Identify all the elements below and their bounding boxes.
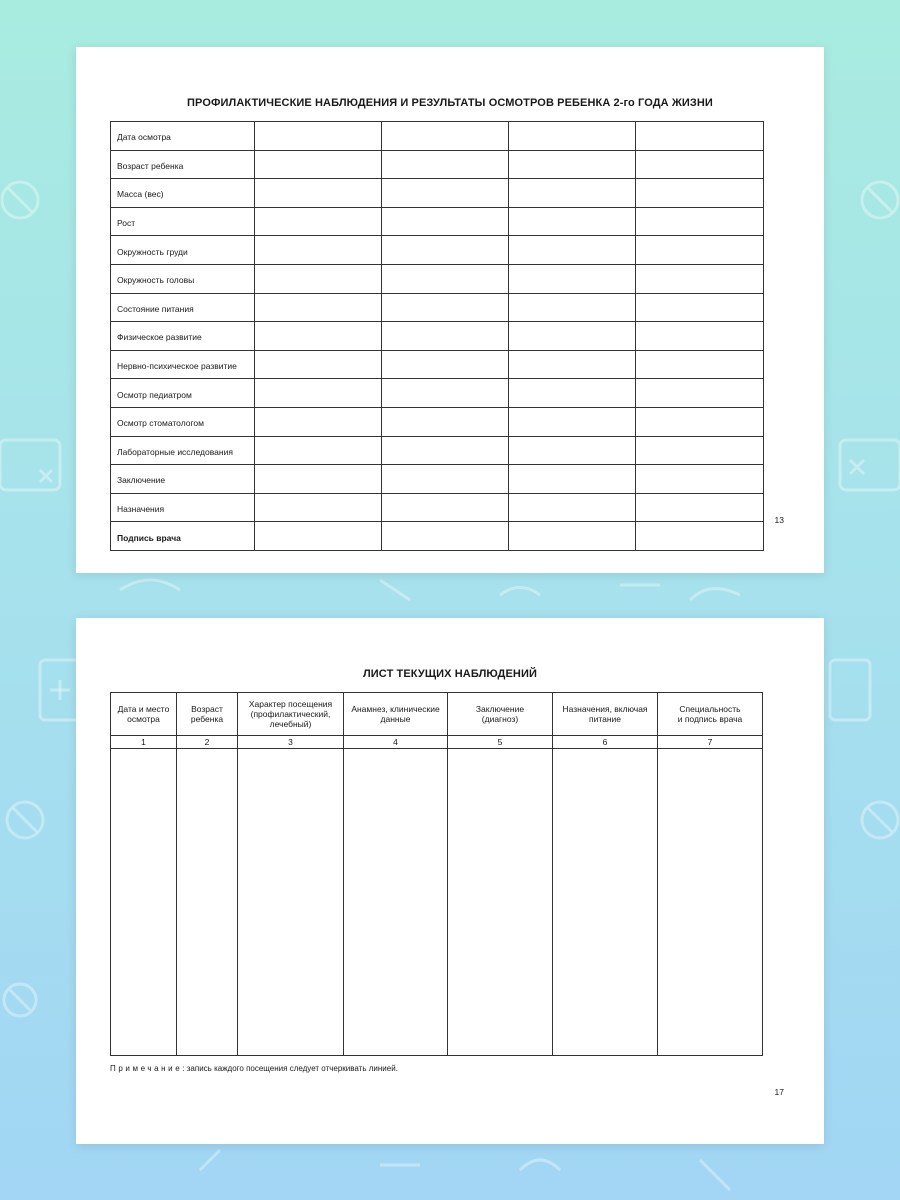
footnote bbox=[110, 1064, 398, 1073]
table-row bbox=[111, 179, 764, 208]
column-header: Специальность и подпись врача bbox=[658, 693, 763, 736]
row-label: Окружность груди bbox=[111, 236, 255, 265]
column-header: Характер посещения (профилактический, лечебный) bbox=[238, 693, 344, 736]
page-number: 17 bbox=[774, 1087, 784, 1097]
row-label: Лабораторные исследования bbox=[111, 436, 255, 465]
page1-title: ПРОФИЛАКТИЧЕСКИЕ НАБЛЮДЕНИЯ И РЕЗУЛЬТАТЫ ОСМОТРОВ РЕБЕНКА 2-го ГОДА ЖИЗНИ bbox=[187, 97, 713, 109]
page2-title: ЛИСТ ТЕКУЩИХ НАБЛЮДЕНИЙ bbox=[362, 668, 537, 680]
footnote-text: : запись каждого посещения следует отчеркивать линией. bbox=[182, 1064, 398, 1073]
table-row bbox=[111, 264, 764, 293]
column-header: Заключение (диагноз) bbox=[448, 693, 553, 736]
current-observations-table bbox=[110, 692, 763, 1056]
row-label: Дата осмотра bbox=[111, 122, 255, 151]
column-number: 7 bbox=[658, 736, 763, 749]
column-number: 2 bbox=[177, 736, 238, 749]
header-row bbox=[111, 693, 763, 736]
table-row bbox=[111, 236, 764, 265]
table-row bbox=[111, 122, 764, 151]
column-header: Дата и место осмотра bbox=[111, 693, 177, 736]
column-header: Возраст ребенка bbox=[177, 693, 238, 736]
column-number: 6 bbox=[553, 736, 658, 749]
column-number: 1 bbox=[111, 736, 177, 749]
column-number: 3 bbox=[238, 736, 344, 749]
row-label: Возраст ребенка bbox=[111, 150, 255, 179]
row-label: Окружность головы bbox=[111, 264, 255, 293]
row-label-signature: Подпись врача bbox=[111, 522, 255, 551]
page-13 bbox=[76, 47, 824, 573]
row-label: Физическое развитие bbox=[111, 322, 255, 351]
table-row bbox=[111, 293, 764, 322]
table-row bbox=[111, 379, 764, 408]
entry-area-row bbox=[111, 749, 763, 1056]
page-number: 13 bbox=[774, 515, 784, 525]
column-header: Анамнез, клинические данные bbox=[344, 693, 448, 736]
table-row bbox=[111, 322, 764, 351]
table-row bbox=[111, 522, 764, 551]
column-number: 5 bbox=[448, 736, 553, 749]
table-row bbox=[111, 436, 764, 465]
row-label: Заключение bbox=[111, 465, 255, 494]
row-label: Назначения bbox=[111, 493, 255, 522]
row-label: Осмотр стоматологом bbox=[111, 407, 255, 436]
table-row bbox=[111, 150, 764, 179]
column-header: Назначения, включая питание bbox=[553, 693, 658, 736]
column-number: 4 bbox=[344, 736, 448, 749]
table-row bbox=[111, 207, 764, 236]
table-row bbox=[111, 465, 764, 494]
table-row bbox=[111, 350, 764, 379]
footnote-label: Примечание bbox=[110, 1064, 183, 1073]
page-17 bbox=[76, 618, 824, 1144]
row-label: Осмотр педиатром bbox=[111, 379, 255, 408]
table-row bbox=[111, 493, 764, 522]
row-label: Масса (вес) bbox=[111, 179, 255, 208]
row-label: Нервно-психическое развитие bbox=[111, 350, 255, 379]
table-row bbox=[111, 407, 764, 436]
observations-table bbox=[110, 121, 764, 551]
number-row bbox=[111, 736, 763, 749]
row-label: Рост bbox=[111, 207, 255, 236]
row-label: Состояние питания bbox=[111, 293, 255, 322]
